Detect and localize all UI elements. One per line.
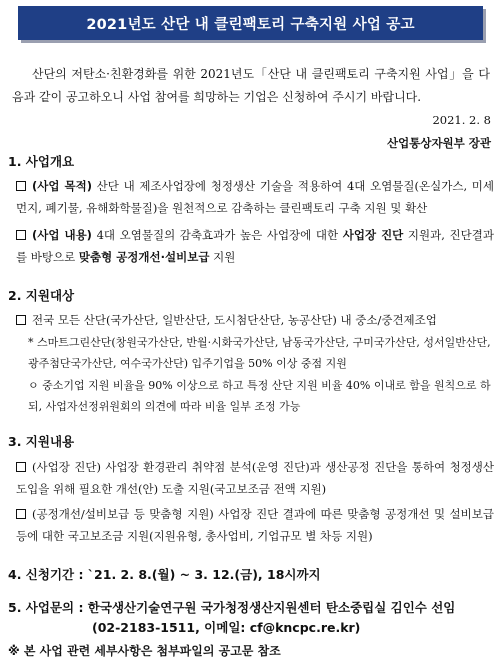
section-1-heading: 1. 사업개요 [8, 154, 75, 169]
checkbox-square-icon [16, 462, 26, 472]
checkbox-square-icon [16, 509, 26, 519]
purpose-text: 산단 내 제조사업장에 청정생산 기술을 적용하여 4대 오염물질(온실가스, 미세먼지, 폐기물, 유해화학물질)을 원천적으로 감축하는 클린팩토리 구축 지원 및 확산 [16, 179, 494, 215]
page-title [18, 6, 483, 40]
section-3-heading: 3. 지원내용 [8, 434, 75, 449]
content-label: (사업 내용) [32, 228, 92, 242]
checkbox-square-icon [16, 230, 26, 240]
ratio-note: ㅇ 중소기업 지원 비율을 90% 이상으로 하고 특정 산단 지원 비율 40% 이내로 함을 원칙으로 하되, 사업자선정위원회의 의견에 따라 비율 일부 조정 가능 [28, 379, 491, 413]
checkbox-square-icon [16, 315, 26, 325]
issuer-signature: 산업통상자원부 장관 [387, 136, 491, 150]
footer-note: ※ 본 사업 관련 세부사항은 첨부파일의 공고문 참조 [8, 644, 281, 658]
content-text-b: 사업장 진단 [342, 228, 404, 242]
diagnosis-text: (사업장 진단) 사업장 환경관리 취약점 분석(운영 진단)과 생산공정 진단을 통하여 청정생산 도입을 위해 필요한 개선(안) 도출 지원(국고보조금 전액 지원) [16, 460, 494, 496]
notice-date: 2021. 2. 8 [432, 113, 491, 127]
smart-green-note: * 스마트그린산단(창원국가산단, 반월·시화국가산단, 남동국가산단, 구미국가산단, 성서일반산단, 광주첨단국가산단, 여수국가산단) 입주기업을 50% 이상 중점 지원 [28, 336, 491, 370]
section-2-heading: 2. 지원대상 [8, 288, 75, 303]
content-text-e: 지원 [209, 250, 236, 264]
intro-paragraph: 산단의 저탄소·친환경화를 위한 2021년도「산단 내 클린팩토리 구축지원 사업」을 다음과 같이 공고하오니 사업 참여를 희망하는 기업은 신청하여 주시기 바랍니다. [12, 67, 490, 104]
section-3-item-custom [16, 503, 494, 547]
section-2-item-target [16, 309, 494, 331]
content-text-d: 맞춤형 공정개선·설비보급 [78, 250, 210, 264]
title-text: 2021년도 산단 내 클린팩토리 구축지원 사업 공고 [86, 16, 415, 33]
content-text-c: 지원과, 진단결과를 바탕으로 [16, 228, 494, 264]
target-text: 전국 모든 산단(국가산단, 일반산단, 도시첨단산단, 농공산단) 내 중소/중견제조업 [32, 313, 437, 327]
checkbox-square-icon [16, 181, 26, 191]
inquiry-contact: (02-2183-1511, 이메일: cf@kncpc.re.kr) [92, 620, 361, 635]
purpose-label: (사업 목적) [32, 179, 92, 193]
section-1-item-purpose [16, 175, 494, 219]
section-5-inquiry: 5. 사업문의 : 한국생산기술연구원 국가청정생산지원센터 탄소중립실 김인수 선임 [8, 600, 456, 615]
section-1-item-content [16, 224, 494, 268]
section-3-item-diagnosis [16, 456, 494, 500]
content-text-a: 4대 오염물질의 감축효과가 높은 사업장에 대한 [91, 228, 343, 242]
custom-support-text: (공정개선/설비보급 등 맞춤형 지원) 사업장 진단 결과에 따른 맞춤형 공정개선 및 설비보급 등에 대한 국고보조금 지원(지원유형, 총사업비, 기업규모 별 차등 지원) [16, 507, 494, 543]
section-4-application-period: 4. 신청기간 : `21. 2. 8.(월) ~ 3. 12.(금), 18시까지 [8, 567, 321, 582]
